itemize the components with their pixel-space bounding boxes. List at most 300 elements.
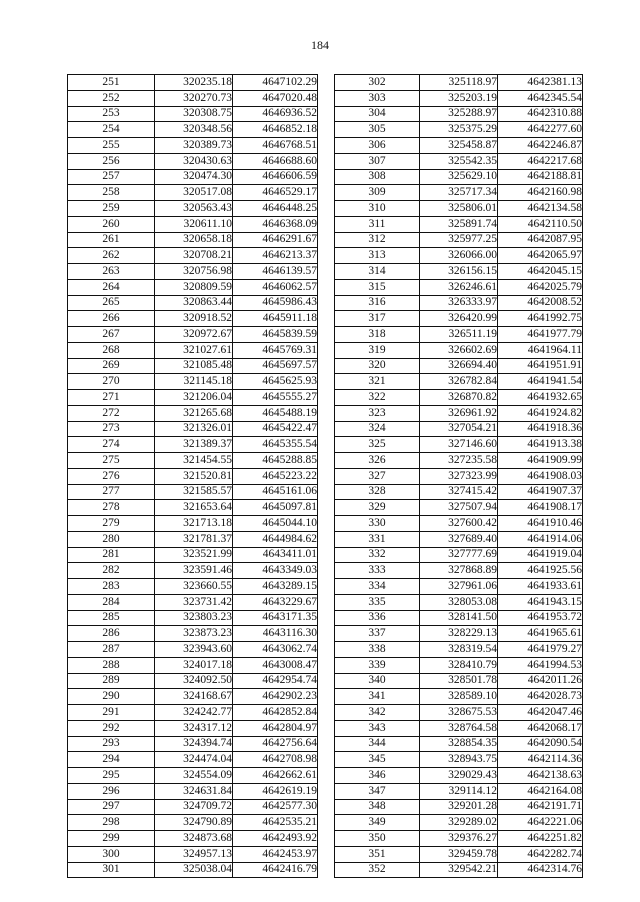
x-coordinate-cell: 324317.12 <box>155 720 233 736</box>
y-coordinate-cell: 4642954.74 <box>233 673 318 689</box>
x-coordinate-cell: 324790.89 <box>155 815 233 831</box>
point-number-cell: 252 <box>68 90 155 106</box>
table-row <box>68 185 318 201</box>
point-number-cell: 341 <box>335 689 420 705</box>
y-coordinate-cell: 4641932.65 <box>498 390 583 406</box>
table-row <box>335 579 583 595</box>
y-coordinate-cell: 4641909.99 <box>498 453 583 469</box>
x-coordinate-cell: 326602.69 <box>420 342 498 358</box>
table-row <box>68 563 318 579</box>
point-number-cell: 328 <box>335 484 420 500</box>
table-row <box>335 531 583 547</box>
table-row <box>68 815 318 831</box>
x-coordinate-cell: 328943.75 <box>420 752 498 768</box>
y-coordinate-cell: 4641919.04 <box>498 547 583 563</box>
point-number-cell: 253 <box>68 106 155 122</box>
y-coordinate-cell: 4642902.23 <box>233 689 318 705</box>
y-coordinate-cell: 4641977.79 <box>498 327 583 343</box>
x-coordinate-cell: 327961.06 <box>420 579 498 595</box>
x-coordinate-cell: 327415.42 <box>420 484 498 500</box>
point-number-cell: 299 <box>68 831 155 847</box>
x-coordinate-cell: 320474.30 <box>155 169 233 185</box>
x-coordinate-cell: 325288.97 <box>420 106 498 122</box>
table-row <box>335 437 583 453</box>
y-coordinate-cell: 4641964.11 <box>498 342 583 358</box>
x-coordinate-cell: 324168.67 <box>155 689 233 705</box>
y-coordinate-cell: 4642251.82 <box>498 831 583 847</box>
point-number-cell: 327 <box>335 468 420 484</box>
table-row <box>68 358 318 374</box>
table-row <box>68 437 318 453</box>
table-row <box>335 138 583 154</box>
table-row <box>335 862 583 878</box>
x-coordinate-cell: 324957.13 <box>155 846 233 862</box>
table-row <box>335 736 583 752</box>
coordinates-table-right <box>334 74 583 878</box>
x-coordinate-cell: 325977.25 <box>420 232 498 248</box>
table-row <box>335 279 583 295</box>
x-coordinate-cell: 326066.00 <box>420 248 498 264</box>
y-coordinate-cell: 4645097.81 <box>233 500 318 516</box>
y-coordinate-cell: 4645288.85 <box>233 453 318 469</box>
table-row <box>68 75 318 91</box>
table-row <box>335 516 583 532</box>
point-number-cell: 289 <box>68 673 155 689</box>
point-number-cell: 317 <box>335 311 420 327</box>
table-row <box>68 831 318 847</box>
y-coordinate-cell: 4641933.61 <box>498 579 583 595</box>
y-coordinate-cell: 4642188.81 <box>498 169 583 185</box>
y-coordinate-cell: 4645555.27 <box>233 390 318 406</box>
x-coordinate-cell: 329542.21 <box>420 862 498 878</box>
table-row <box>68 799 318 815</box>
y-coordinate-cell: 4642090.54 <box>498 736 583 752</box>
table-row <box>335 453 583 469</box>
x-coordinate-cell: 324017.18 <box>155 657 233 673</box>
y-coordinate-cell: 4645986.43 <box>233 295 318 311</box>
x-coordinate-cell: 323731.42 <box>155 594 233 610</box>
point-number-cell: 349 <box>335 815 420 831</box>
point-number-cell: 269 <box>68 358 155 374</box>
table-row <box>68 264 318 280</box>
point-number-cell: 283 <box>68 579 155 595</box>
point-number-cell: 318 <box>335 327 420 343</box>
y-coordinate-cell: 4645839.59 <box>233 327 318 343</box>
table-row <box>335 846 583 862</box>
x-coordinate-cell: 328501.78 <box>420 673 498 689</box>
y-coordinate-cell: 4646768.51 <box>233 138 318 154</box>
y-coordinate-cell: 4642756.64 <box>233 736 318 752</box>
table-row <box>335 75 583 91</box>
x-coordinate-cell: 326782.84 <box>420 374 498 390</box>
x-coordinate-cell: 327146.60 <box>420 437 498 453</box>
y-coordinate-cell: 4642164.08 <box>498 783 583 799</box>
table-row <box>335 594 583 610</box>
point-number-cell: 338 <box>335 642 420 658</box>
point-number-cell: 271 <box>68 390 155 406</box>
point-number-cell: 298 <box>68 815 155 831</box>
table-row <box>335 720 583 736</box>
point-number-cell: 292 <box>68 720 155 736</box>
table-row <box>335 642 583 658</box>
point-number-cell: 310 <box>335 201 420 217</box>
point-number-cell: 332 <box>335 547 420 563</box>
point-number-cell: 264 <box>68 279 155 295</box>
x-coordinate-cell: 321085.48 <box>155 358 233 374</box>
x-coordinate-cell: 321520.81 <box>155 468 233 484</box>
point-number-cell: 286 <box>68 626 155 642</box>
table-row <box>68 342 318 358</box>
y-coordinate-cell: 4641924.82 <box>498 405 583 421</box>
x-coordinate-cell: 320708.21 <box>155 248 233 264</box>
point-number-cell: 278 <box>68 500 155 516</box>
table-row <box>68 138 318 154</box>
table-row <box>335 563 583 579</box>
y-coordinate-cell: 4641943.15 <box>498 594 583 610</box>
y-coordinate-cell: 4642345.54 <box>498 90 583 106</box>
table-row <box>335 106 583 122</box>
point-number-cell: 321 <box>335 374 420 390</box>
point-number-cell: 306 <box>335 138 420 154</box>
point-number-cell: 347 <box>335 783 420 799</box>
table-row <box>68 311 318 327</box>
table-row <box>335 673 583 689</box>
y-coordinate-cell: 4642708.98 <box>233 752 318 768</box>
point-number-cell: 326 <box>335 453 420 469</box>
point-number-cell: 319 <box>335 342 420 358</box>
y-coordinate-cell: 4642381.13 <box>498 75 583 91</box>
table-row <box>68 153 318 169</box>
point-number-cell: 295 <box>68 768 155 784</box>
table-row <box>68 768 318 784</box>
table-row <box>335 405 583 421</box>
point-number-cell: 262 <box>68 248 155 264</box>
point-number-cell: 309 <box>335 185 420 201</box>
x-coordinate-cell: 324873.68 <box>155 831 233 847</box>
y-coordinate-cell: 4641910.46 <box>498 516 583 532</box>
x-coordinate-cell: 325717.34 <box>420 185 498 201</box>
point-number-cell: 302 <box>335 75 420 91</box>
point-number-cell: 297 <box>68 799 155 815</box>
y-coordinate-cell: 4643171.35 <box>233 610 318 626</box>
point-number-cell: 313 <box>335 248 420 264</box>
table-row <box>68 405 318 421</box>
y-coordinate-cell: 4642277.60 <box>498 122 583 138</box>
y-coordinate-cell: 4641953.72 <box>498 610 583 626</box>
table-row <box>68 248 318 264</box>
x-coordinate-cell: 321585.57 <box>155 484 233 500</box>
table-row <box>68 752 318 768</box>
table-row <box>335 295 583 311</box>
y-coordinate-cell: 4642453.97 <box>233 846 318 862</box>
y-coordinate-cell: 4643411.01 <box>233 547 318 563</box>
y-coordinate-cell: 4641951.91 <box>498 358 583 374</box>
table-row <box>68 374 318 390</box>
x-coordinate-cell: 327868.89 <box>420 563 498 579</box>
point-number-cell: 337 <box>335 626 420 642</box>
y-coordinate-cell: 4642025.79 <box>498 279 583 295</box>
point-number-cell: 342 <box>335 705 420 721</box>
table-row <box>68 201 318 217</box>
x-coordinate-cell: 321781.37 <box>155 531 233 547</box>
y-coordinate-cell: 4646291.67 <box>233 232 318 248</box>
point-number-cell: 314 <box>335 264 420 280</box>
y-coordinate-cell: 4642008.52 <box>498 295 583 311</box>
x-coordinate-cell: 321389.37 <box>155 437 233 453</box>
table-row <box>335 610 583 626</box>
point-number-cell: 320 <box>335 358 420 374</box>
y-coordinate-cell: 4646062.57 <box>233 279 318 295</box>
table-row <box>335 201 583 217</box>
x-coordinate-cell: 328675.53 <box>420 705 498 721</box>
point-number-cell: 267 <box>68 327 155 343</box>
x-coordinate-cell: 320348.56 <box>155 122 233 138</box>
table-row <box>68 610 318 626</box>
point-number-cell: 268 <box>68 342 155 358</box>
table-row <box>68 594 318 610</box>
x-coordinate-cell: 320972.67 <box>155 327 233 343</box>
x-coordinate-cell: 328410.79 <box>420 657 498 673</box>
table-row <box>335 815 583 831</box>
point-number-cell: 276 <box>68 468 155 484</box>
x-coordinate-cell: 321326.01 <box>155 421 233 437</box>
table-row <box>68 421 318 437</box>
y-coordinate-cell: 4646213.37 <box>233 248 318 264</box>
x-coordinate-cell: 329114.12 <box>420 783 498 799</box>
point-number-cell: 322 <box>335 390 420 406</box>
y-coordinate-cell: 4642662.61 <box>233 768 318 784</box>
y-coordinate-cell: 4642493.92 <box>233 831 318 847</box>
x-coordinate-cell: 324242.77 <box>155 705 233 721</box>
x-coordinate-cell: 325542.35 <box>420 153 498 169</box>
x-coordinate-cell: 325806.01 <box>420 201 498 217</box>
x-coordinate-cell: 326156.15 <box>420 264 498 280</box>
x-coordinate-cell: 320430.63 <box>155 153 233 169</box>
x-coordinate-cell: 328589.10 <box>420 689 498 705</box>
point-number-cell: 350 <box>335 831 420 847</box>
x-coordinate-cell: 325375.29 <box>420 122 498 138</box>
x-coordinate-cell: 328854.35 <box>420 736 498 752</box>
y-coordinate-cell: 4642138.63 <box>498 768 583 784</box>
x-coordinate-cell: 325629.10 <box>420 169 498 185</box>
x-coordinate-cell: 328319.54 <box>420 642 498 658</box>
point-number-cell: 316 <box>335 295 420 311</box>
table-row <box>335 216 583 232</box>
x-coordinate-cell: 324631.84 <box>155 783 233 799</box>
page-number: 184 <box>311 38 329 52</box>
point-number-cell: 324 <box>335 421 420 437</box>
table-row <box>68 453 318 469</box>
point-number-cell: 351 <box>335 846 420 862</box>
table-row <box>335 705 583 721</box>
x-coordinate-cell: 327600.42 <box>420 516 498 532</box>
y-coordinate-cell: 4641925.56 <box>498 563 583 579</box>
x-coordinate-cell: 328053.08 <box>420 594 498 610</box>
x-coordinate-cell: 325118.97 <box>420 75 498 91</box>
table-row <box>68 327 318 343</box>
point-number-cell: 277 <box>68 484 155 500</box>
x-coordinate-cell: 323943.60 <box>155 642 233 658</box>
table-row <box>68 90 318 106</box>
y-coordinate-cell: 4646852.18 <box>233 122 318 138</box>
table-row <box>68 657 318 673</box>
y-coordinate-cell: 4646448.25 <box>233 201 318 217</box>
y-coordinate-cell: 4646368.09 <box>233 216 318 232</box>
point-number-cell: 288 <box>68 657 155 673</box>
table-row <box>335 122 583 138</box>
y-coordinate-cell: 4647020.48 <box>233 90 318 106</box>
y-coordinate-cell: 4641913.38 <box>498 437 583 453</box>
y-coordinate-cell: 4642577.30 <box>233 799 318 815</box>
point-number-cell: 329 <box>335 500 420 516</box>
table-row <box>335 169 583 185</box>
x-coordinate-cell: 329029.43 <box>420 768 498 784</box>
y-coordinate-cell: 4643008.47 <box>233 657 318 673</box>
x-coordinate-cell: 327054.21 <box>420 421 498 437</box>
y-coordinate-cell: 4643349.03 <box>233 563 318 579</box>
table-row <box>68 862 318 878</box>
y-coordinate-cell: 4641908.03 <box>498 468 583 484</box>
y-coordinate-cell: 4643289.15 <box>233 579 318 595</box>
table-row <box>68 484 318 500</box>
point-number-cell: 279 <box>68 516 155 532</box>
x-coordinate-cell: 326961.92 <box>420 405 498 421</box>
x-coordinate-cell: 320611.10 <box>155 216 233 232</box>
y-coordinate-cell: 4645488.19 <box>233 405 318 421</box>
table-row <box>68 736 318 752</box>
table-row <box>335 342 583 358</box>
point-number-cell: 308 <box>335 169 420 185</box>
y-coordinate-cell: 4646139.57 <box>233 264 318 280</box>
point-number-cell: 315 <box>335 279 420 295</box>
x-coordinate-cell: 321265.68 <box>155 405 233 421</box>
table-row <box>335 626 583 642</box>
table-row <box>335 153 583 169</box>
table-row <box>68 783 318 799</box>
x-coordinate-cell: 320756.98 <box>155 264 233 280</box>
y-coordinate-cell: 4642535.21 <box>233 815 318 831</box>
x-coordinate-cell: 321027.61 <box>155 342 233 358</box>
point-number-cell: 259 <box>68 201 155 217</box>
y-coordinate-cell: 4642045.15 <box>498 264 583 280</box>
x-coordinate-cell: 327689.40 <box>420 531 498 547</box>
y-coordinate-cell: 4645355.54 <box>233 437 318 453</box>
y-coordinate-cell: 4642160.98 <box>498 185 583 201</box>
x-coordinate-cell: 320863.44 <box>155 295 233 311</box>
table-row <box>68 390 318 406</box>
table-row <box>335 358 583 374</box>
y-coordinate-cell: 4641907.37 <box>498 484 583 500</box>
point-number-cell: 260 <box>68 216 155 232</box>
y-coordinate-cell: 4642047.46 <box>498 705 583 721</box>
x-coordinate-cell: 325038.04 <box>155 862 233 878</box>
table-row <box>335 248 583 264</box>
y-coordinate-cell: 4645161.06 <box>233 484 318 500</box>
table-row <box>335 390 583 406</box>
y-coordinate-cell: 4645697.57 <box>233 358 318 374</box>
table-row <box>68 547 318 563</box>
table-row <box>68 720 318 736</box>
x-coordinate-cell: 320308.75 <box>155 106 233 122</box>
table-row <box>335 831 583 847</box>
y-coordinate-cell: 4645044.10 <box>233 516 318 532</box>
table-row <box>335 327 583 343</box>
x-coordinate-cell: 326333.97 <box>420 295 498 311</box>
y-coordinate-cell: 4643062.74 <box>233 642 318 658</box>
point-number-cell: 284 <box>68 594 155 610</box>
y-coordinate-cell: 4642221.06 <box>498 815 583 831</box>
point-number-cell: 323 <box>335 405 420 421</box>
table-row <box>68 468 318 484</box>
point-number-cell: 301 <box>68 862 155 878</box>
point-number-cell: 344 <box>335 736 420 752</box>
table-row <box>68 122 318 138</box>
coordinates-table-left <box>67 74 318 878</box>
x-coordinate-cell: 323660.55 <box>155 579 233 595</box>
point-number-cell: 352 <box>335 862 420 878</box>
x-coordinate-cell: 326694.40 <box>420 358 498 374</box>
point-number-cell: 336 <box>335 610 420 626</box>
y-coordinate-cell: 4641994.53 <box>498 657 583 673</box>
y-coordinate-cell: 4642068.17 <box>498 720 583 736</box>
table-row <box>335 232 583 248</box>
y-coordinate-cell: 4647102.29 <box>233 75 318 91</box>
table-row <box>68 295 318 311</box>
table-row <box>335 657 583 673</box>
x-coordinate-cell: 326511.19 <box>420 327 498 343</box>
table-row <box>68 846 318 862</box>
y-coordinate-cell: 4642246.87 <box>498 138 583 154</box>
point-number-cell: 348 <box>335 799 420 815</box>
y-coordinate-cell: 4641918.36 <box>498 421 583 437</box>
point-number-cell: 251 <box>68 75 155 91</box>
x-coordinate-cell: 320235.18 <box>155 75 233 91</box>
table-row <box>68 626 318 642</box>
table-row <box>335 264 583 280</box>
point-number-cell: 307 <box>335 153 420 169</box>
x-coordinate-cell: 320389.73 <box>155 138 233 154</box>
x-coordinate-cell: 325458.87 <box>420 138 498 154</box>
y-coordinate-cell: 4641941.54 <box>498 374 583 390</box>
point-number-cell: 285 <box>68 610 155 626</box>
point-number-cell: 291 <box>68 705 155 721</box>
y-coordinate-cell: 4646529.17 <box>233 185 318 201</box>
point-number-cell: 331 <box>335 531 420 547</box>
y-coordinate-cell: 4641908.17 <box>498 500 583 516</box>
x-coordinate-cell: 329201.28 <box>420 799 498 815</box>
point-number-cell: 287 <box>68 642 155 658</box>
y-coordinate-cell: 4642134.58 <box>498 201 583 217</box>
point-number-cell: 335 <box>335 594 420 610</box>
x-coordinate-cell: 323803.23 <box>155 610 233 626</box>
y-coordinate-cell: 4642028.73 <box>498 689 583 705</box>
y-coordinate-cell: 4642217.68 <box>498 153 583 169</box>
table-row <box>68 216 318 232</box>
point-number-cell: 304 <box>335 106 420 122</box>
x-coordinate-cell: 321454.55 <box>155 453 233 469</box>
table-row <box>68 279 318 295</box>
x-coordinate-cell: 329289.02 <box>420 815 498 831</box>
x-coordinate-cell: 320270.73 <box>155 90 233 106</box>
x-coordinate-cell: 320918.52 <box>155 311 233 327</box>
point-number-cell: 265 <box>68 295 155 311</box>
point-number-cell: 343 <box>335 720 420 736</box>
x-coordinate-cell: 321145.18 <box>155 374 233 390</box>
x-coordinate-cell: 320658.18 <box>155 232 233 248</box>
x-coordinate-cell: 324709.72 <box>155 799 233 815</box>
point-number-cell: 270 <box>68 374 155 390</box>
x-coordinate-cell: 326870.82 <box>420 390 498 406</box>
